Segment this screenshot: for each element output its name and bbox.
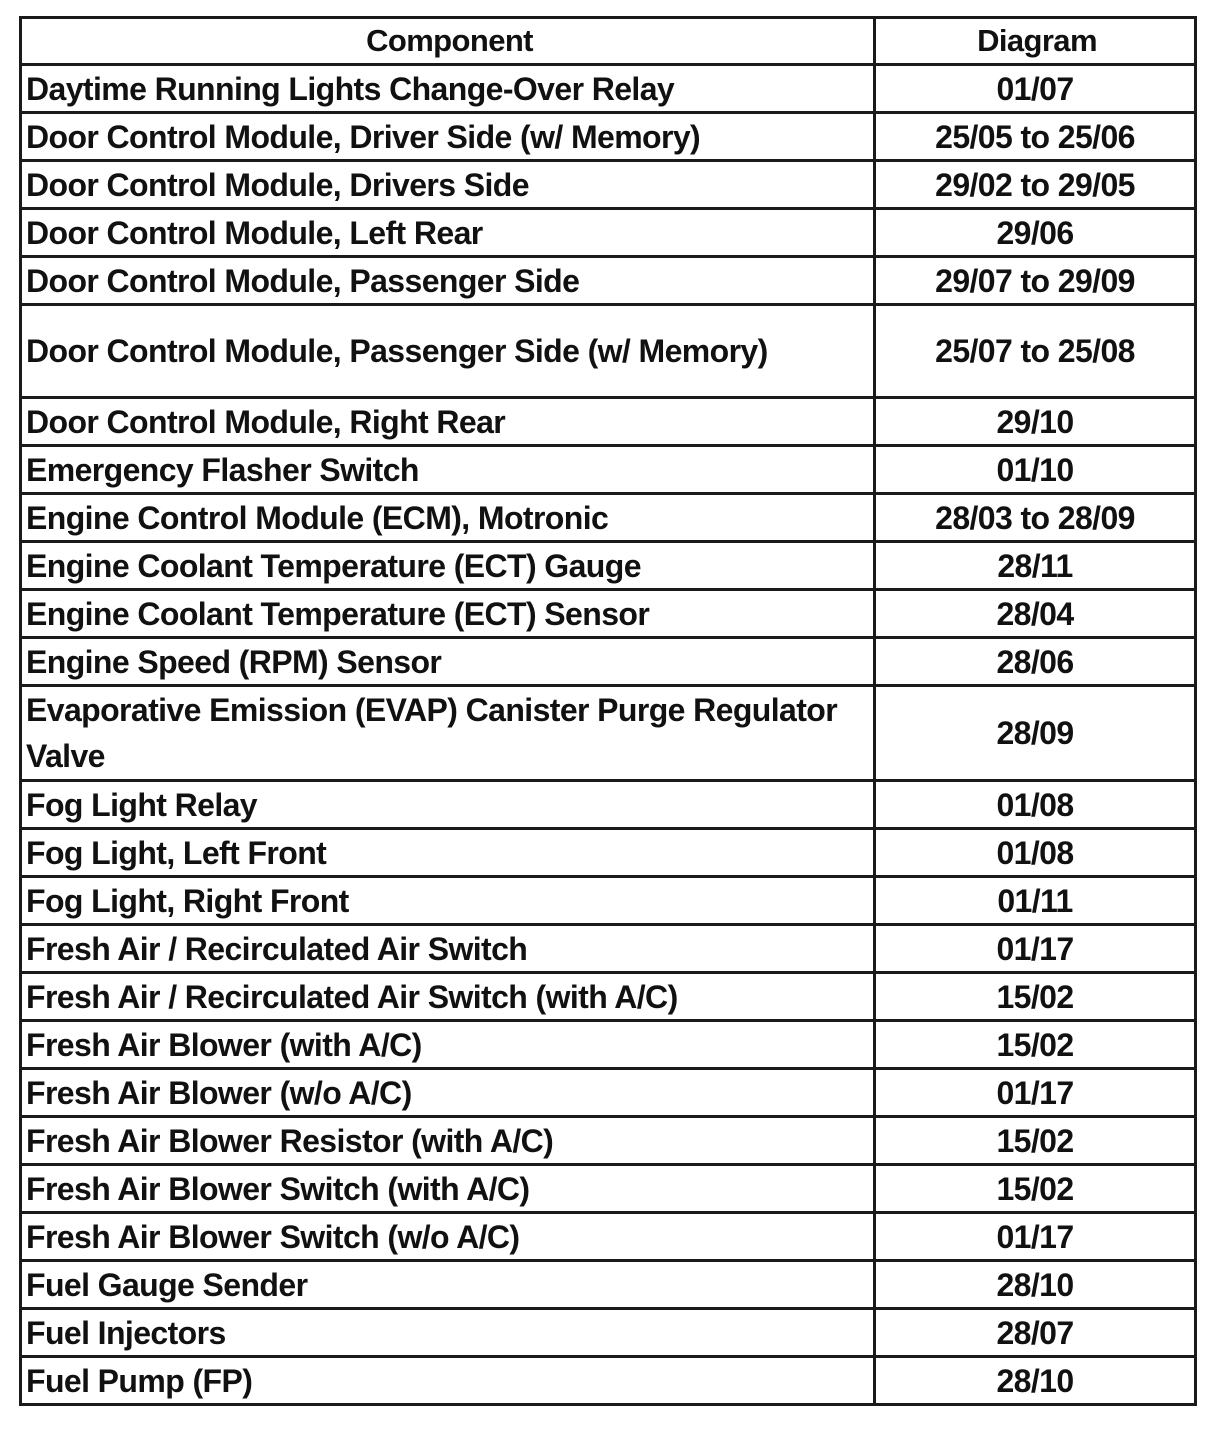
table-row [21,542,1196,590]
component-cell: Fog Light, Left Front [21,829,875,877]
component-cell: Fresh Air Blower Resistor (with A/C) [21,1117,875,1165]
component-diagram-table [19,16,1197,1406]
table-row [21,1357,1196,1405]
component-cell: Fog Light Relay [21,781,875,829]
diagram-cell: 28/07 [875,1309,1196,1357]
component-cell: Engine Coolant Temperature (ECT) Sensor [21,590,875,638]
diagram-cell: 01/17 [875,1213,1196,1261]
component-cell: Fresh Air / Recirculated Air Switch (with A/C) [21,973,875,1021]
component-cell: Engine Control Module (ECM), Motronic [21,494,875,542]
table-row [21,1117,1196,1165]
diagram-cell: 01/07 [875,65,1196,113]
component-cell: Daytime Running Lights Change-Over Relay [21,65,875,113]
table-row [21,686,1196,781]
table-row [21,1309,1196,1357]
table-header [21,18,1196,65]
component-cell: Fresh Air Blower (w/o A/C) [21,1069,875,1117]
table-row [21,113,1196,161]
header-diagram: Diagram [875,18,1196,65]
header-component: Component [21,18,875,65]
header-row [21,18,1196,65]
table-row [21,65,1196,113]
table-row [21,446,1196,494]
diagram-cell: 15/02 [875,1117,1196,1165]
diagram-cell: 28/10 [875,1357,1196,1405]
table-row [21,877,1196,925]
diagram-cell: 01/08 [875,781,1196,829]
component-cell: Fresh Air Blower Switch (w/o A/C) [21,1213,875,1261]
diagram-cell: 01/08 [875,829,1196,877]
table-row [21,829,1196,877]
diagram-cell: 15/02 [875,1021,1196,1069]
table-row [21,1165,1196,1213]
component-cell: Fresh Air Blower (with A/C) [21,1021,875,1069]
diagram-cell: 29/07 to 29/09 [875,257,1196,305]
table-row [21,1261,1196,1309]
diagram-cell: 29/06 [875,209,1196,257]
diagram-cell: 01/11 [875,877,1196,925]
table-row [21,1213,1196,1261]
component-cell: Engine Speed (RPM) Sensor [21,638,875,686]
table-row [21,1069,1196,1117]
table-row [21,305,1196,398]
diagram-cell: 25/07 to 25/08 [875,305,1196,398]
diagram-cell: 01/17 [875,925,1196,973]
table-body [21,65,1196,1405]
component-cell: Door Control Module, Driver Side (w/ Memory) [21,113,875,161]
diagram-cell: 28/04 [875,590,1196,638]
table-row [21,161,1196,209]
diagram-cell: 28/06 [875,638,1196,686]
component-cell: Emergency Flasher Switch [21,446,875,494]
table-row [21,257,1196,305]
diagram-cell: 01/10 [875,446,1196,494]
component-cell: Evaporative Emission (EVAP) Canister Purge Regulator Valve [21,686,875,781]
component-cell: Fresh Air / Recirculated Air Switch [21,925,875,973]
table-row [21,398,1196,446]
table-row [21,590,1196,638]
diagram-cell: 28/11 [875,542,1196,590]
component-cell: Fog Light, Right Front [21,877,875,925]
component-cell: Fuel Gauge Sender [21,1261,875,1309]
diagram-cell: 25/05 to 25/06 [875,113,1196,161]
component-cell: Engine Coolant Temperature (ECT) Gauge [21,542,875,590]
diagram-cell: 01/17 [875,1069,1196,1117]
table-row [21,925,1196,973]
table-row [21,494,1196,542]
diagram-cell: 28/09 [875,686,1196,781]
component-cell: Fuel Pump (FP) [21,1357,875,1405]
component-cell: Door Control Module, Drivers Side [21,161,875,209]
table-row [21,1021,1196,1069]
diagram-cell: 15/02 [875,1165,1196,1213]
table-row [21,209,1196,257]
diagram-cell: 15/02 [875,973,1196,1021]
component-cell: Fresh Air Blower Switch (with A/C) [21,1165,875,1213]
component-cell: Fuel Injectors [21,1309,875,1357]
component-cell: Door Control Module, Right Rear [21,398,875,446]
table-row [21,973,1196,1021]
diagram-cell: 28/03 to 28/09 [875,494,1196,542]
diagram-cell: 29/10 [875,398,1196,446]
table-row [21,781,1196,829]
component-cell: Door Control Module, Left Rear [21,209,875,257]
component-cell: Door Control Module, Passenger Side (w/ Memory) [21,305,875,398]
component-cell: Door Control Module, Passenger Side [21,257,875,305]
diagram-cell: 28/10 [875,1261,1196,1309]
diagram-cell: 29/02 to 29/05 [875,161,1196,209]
table-row [21,638,1196,686]
